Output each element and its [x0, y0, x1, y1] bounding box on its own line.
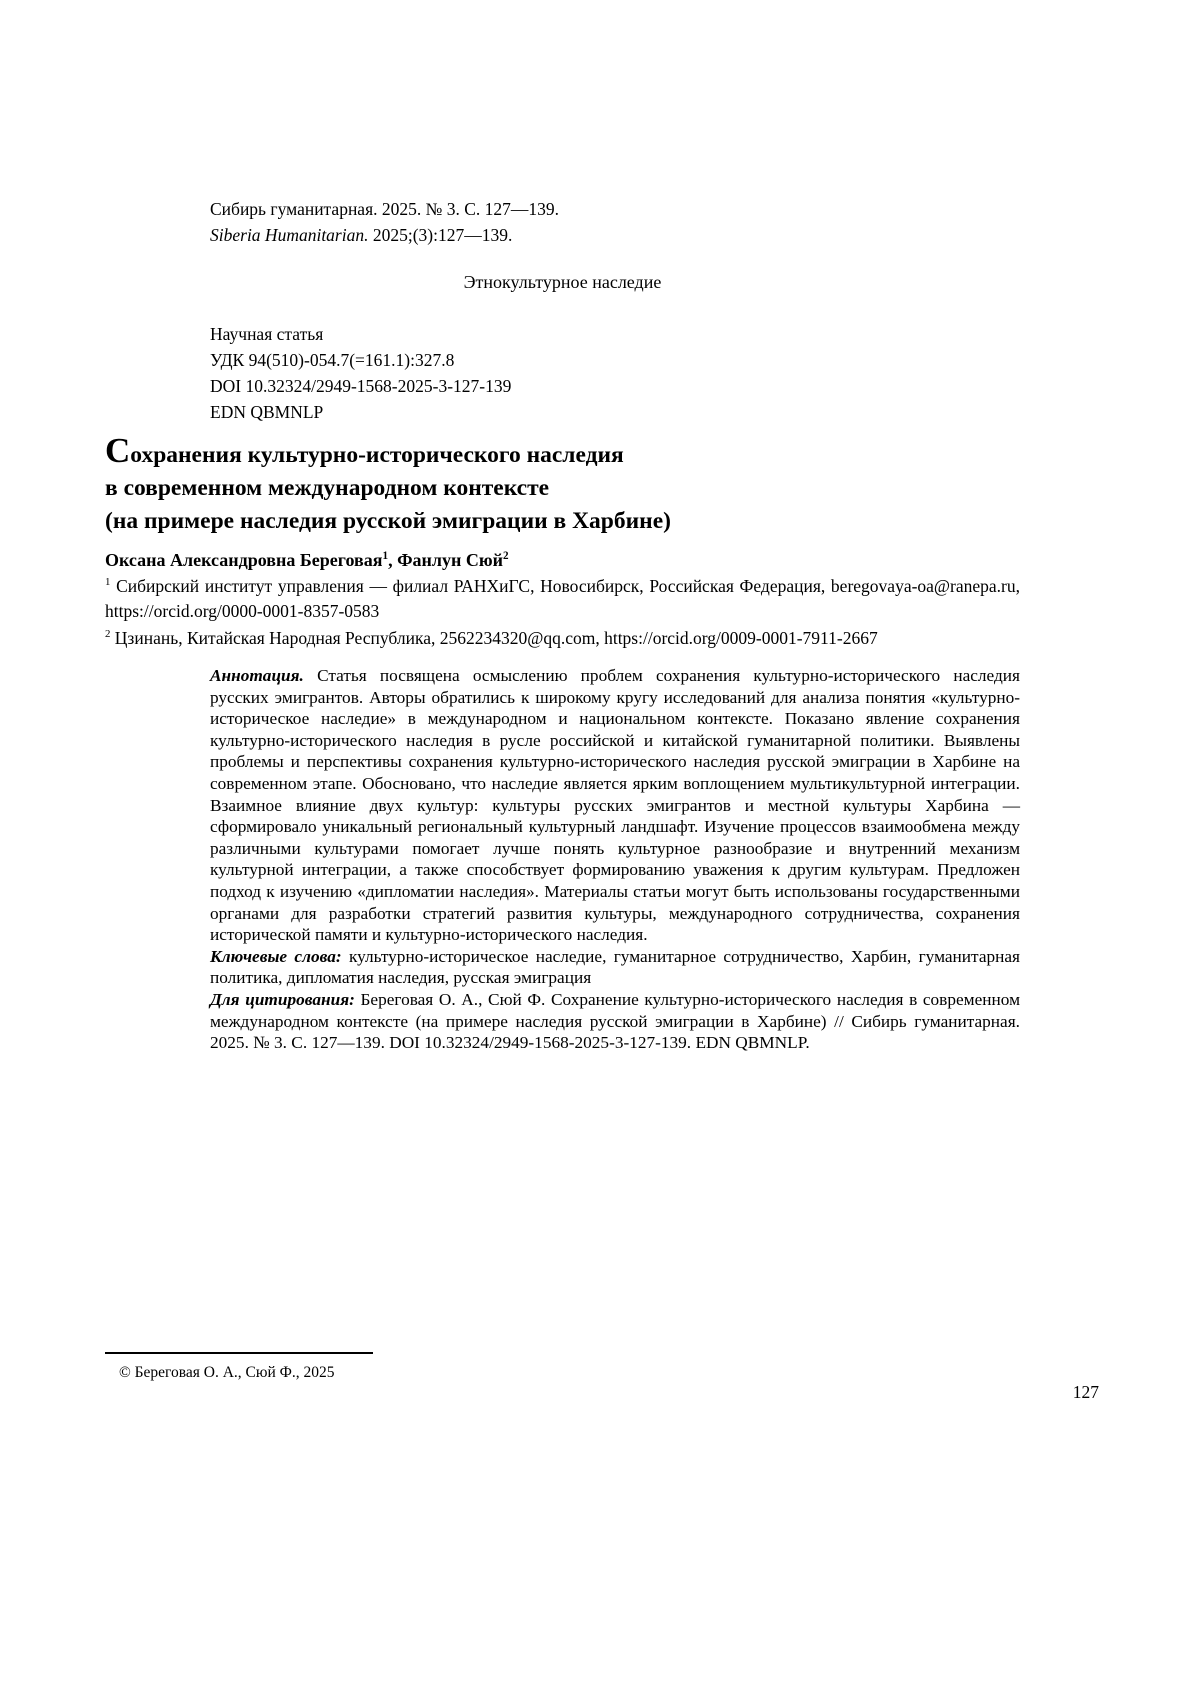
journal-citation-ru: Сибирь гуманитарная. 2025. № 3. С. 127—139.: [210, 199, 559, 219]
title-line-1: [105, 431, 624, 470]
article-type: Научная статья: [210, 324, 324, 344]
authors-line: [105, 548, 1020, 572]
journal-citation-en: [210, 222, 1020, 248]
title-line-3: (на примере наследия русской эмиграции в Харбине): [105, 508, 671, 534]
affiliation-1-text: Сибирский институт управления — филиал РАНХиГС, Новосибирск, Российская Федерация, beregovaya-oa@ranepa.ru, https://orcid.org/0000-0001-8357-0583: [105, 576, 1020, 621]
article-title: [105, 431, 1020, 538]
edn-line: EDN QBMNLP: [210, 402, 324, 422]
affiliations-block: [105, 574, 1020, 651]
title-dropcap: С: [105, 431, 131, 470]
author-2-affil-marker: 2: [503, 550, 509, 562]
abstract-paragraph: [210, 665, 1020, 946]
citation-text: Береговая О. А., Сюй Ф. Сохранение культурно-исторического наследия в современном международном контексте (на примере наследия русской эмиграции в Харбине) // Сибирь гуманитарная. 2025. № 3. С. 127—139. DOI 10.32324/2949-1568-2025-3-127-139. EDN QBMNLP.: [210, 989, 1021, 1053]
author-1-affil-marker: 1: [382, 550, 389, 562]
journal-citation-en-title: Siberia Humanitarian.: [210, 225, 369, 245]
keywords-text: культурно-историческое наследие, гуманитарное сотрудничество, Харбин, гуманитарная политика, дипломатия наследия, русская эмиграция: [210, 946, 1020, 988]
journal-citation-block: [210, 196, 1020, 248]
affiliation-2-marker: 2: [105, 628, 111, 641]
section-heading: Этнокультурное наследие: [463, 272, 662, 292]
keywords-paragraph: [210, 946, 1020, 989]
title-line-2: в современном международном контексте: [105, 475, 550, 501]
affiliation-1-marker: 1: [105, 576, 111, 589]
journal-citation-en-rest: 2025;(3):127—139.: [368, 225, 513, 245]
authors-separator: ,: [388, 550, 398, 570]
author-2-name: Фанлун Сюй: [397, 550, 503, 570]
doi-line: DOI 10.32324/2949-1568-2025-3-127-139: [210, 376, 512, 396]
page-number: 127: [1072, 1382, 1099, 1402]
article-meta-block: [210, 321, 1020, 425]
abstract-text: Статья посвящена осмыслению проблем сохранения культурно-исторического наследия русских эмигрантов. Авторы обратились к широкому кругу исследований для анализа понятия «культурно-историческое наследие» в международном и национальном контексте. Показано явление сохранения культурно-исторического наследия в русле российской и китайской гуманитарной политики. Выявлены проблемы и перспективы сохранения культурно-исторического наследия русской эмиграции в Харбине на современном этапе. Обосновано, что наследие является ярким воплощением мультикультурной интеграции. Взаимное влияние двух культур: культуры русских эмигрантов и местной культуры Харбина — сформировало уникальный региональный культурный ландшафт. Изучение процессов взаимообмена между различными культурами помогает лучше понять культурное разнообразие и внутренний механизм культурной интеграции, а также способствует формированию уважения к другим культурам. Предложен подход к изучению «дипломатии наследия». Материалы статьи могут быть использованы государственными органами для разработки стратегий развития культуры, международного сотрудничества, сохранения исторической памяти и культурно-исторического наследия.: [210, 666, 1020, 945]
keywords-label: Ключевые слова:: [210, 946, 342, 966]
affiliation-2: [105, 626, 1020, 651]
citation-label: Для цитирования:: [210, 989, 355, 1009]
copyright-text: © Береговая О. А., Сюй Ф., 2025: [119, 1364, 335, 1381]
affiliation-2-text: Цзинань, Китайская Народная Республика, 2562234320@qq.com, https://orcid.org/0009-0001-7911-2667: [110, 628, 878, 648]
copyright-footnote: [105, 1352, 373, 1383]
abstract-label: Аннотация.: [210, 666, 304, 685]
abstract-block: [210, 665, 1020, 1054]
author-1-name: Оксана Александровна Береговая: [105, 550, 383, 570]
udk-line: УДК 94(510)-054.7(=161.1):327.8: [210, 350, 455, 370]
footnote-divider: [105, 1352, 373, 1354]
article-content: [105, 196, 1020, 1054]
title-line-1-rest: охранения культурно-исторического наследия: [130, 442, 624, 468]
affiliation-1: [105, 574, 1020, 624]
citation-paragraph: [210, 989, 1020, 1054]
